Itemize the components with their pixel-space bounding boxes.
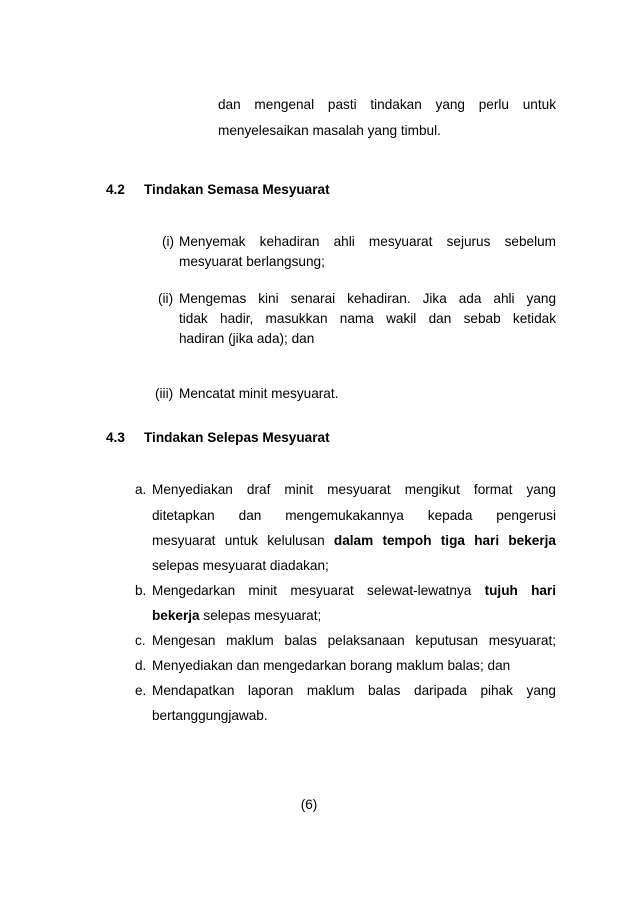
list-item-line [152,583,556,598]
list-item-line: selepas mesyuarat diadakan; [152,558,329,573]
page-number: (6) [300,797,318,812]
list-item-text: mesyuarat untuk kelulusan [152,533,334,548]
list-item-line: hadiran (jika ada); dan [179,331,315,346]
intro-line-2: menyelesaikan masalah yang timbul. [218,123,441,138]
list-item-line: Mendapatkan laporan maklum balas daripada pihak yang [152,683,556,698]
list-item-line: mesyuarat berlangsung; [179,254,325,269]
list-item-line: Mengemas kini senarai kehadiran. Jika ada ahli yang [179,291,556,306]
intro-line-1: dan mengenal pasti tindakan yang perlu untuk [218,97,556,112]
list-item-label: (i) [162,234,175,249]
list-item-bold-text: bekerja [152,608,200,623]
list-item-label: d. [135,658,147,673]
list-item-line: ditetapkan dan mengemukakannya kepada pengerusi [152,508,556,523]
section-4-3-title: Tindakan Selepas Mesyuarat [144,430,330,445]
list-item-label: e. [135,683,147,698]
list-item-line: tidak hadir, masukkan nama wakil dan sebab ketidak [179,311,556,326]
list-item-label: (iii) [155,386,174,401]
list-item-text: selepas mesyuarat; [199,608,322,623]
list-item-text: Mengedarkan minit mesyuarat selewat-lewatnya [152,583,485,598]
section-4-3-number: 4.3 [106,430,125,445]
list-item-line: Mengesan maklum balas pelaksanaan keputusan mesyuarat; [152,633,556,648]
list-item-line: Menyemak kehadiran ahli mesyuarat sejurus sebelum [179,234,556,249]
list-item-label: (ii) [158,291,174,306]
list-item-line [152,608,321,623]
list-item-label: a. [135,482,147,497]
list-item-bold-text: tujuh hari [484,583,556,598]
list-item-line: Menyediakan draf minit mesyuarat mengikut format yang [152,482,556,497]
list-item-line: Menyediakan dan mengedarkan borang maklum balas; dan [152,658,511,673]
list-item-label: c. [135,633,146,648]
list-item-bold-text: dalam tempoh tiga hari bekerja [333,533,556,548]
list-item-label: b. [135,583,147,598]
list-item-line: bertanggungjawab. [152,708,268,723]
list-item-line [152,533,556,548]
section-4-2-number: 4.2 [106,182,125,197]
list-item-line: Mencatat minit mesyuarat. [179,386,339,401]
section-4-2-title: Tindakan Semasa Mesyuarat [144,182,330,197]
